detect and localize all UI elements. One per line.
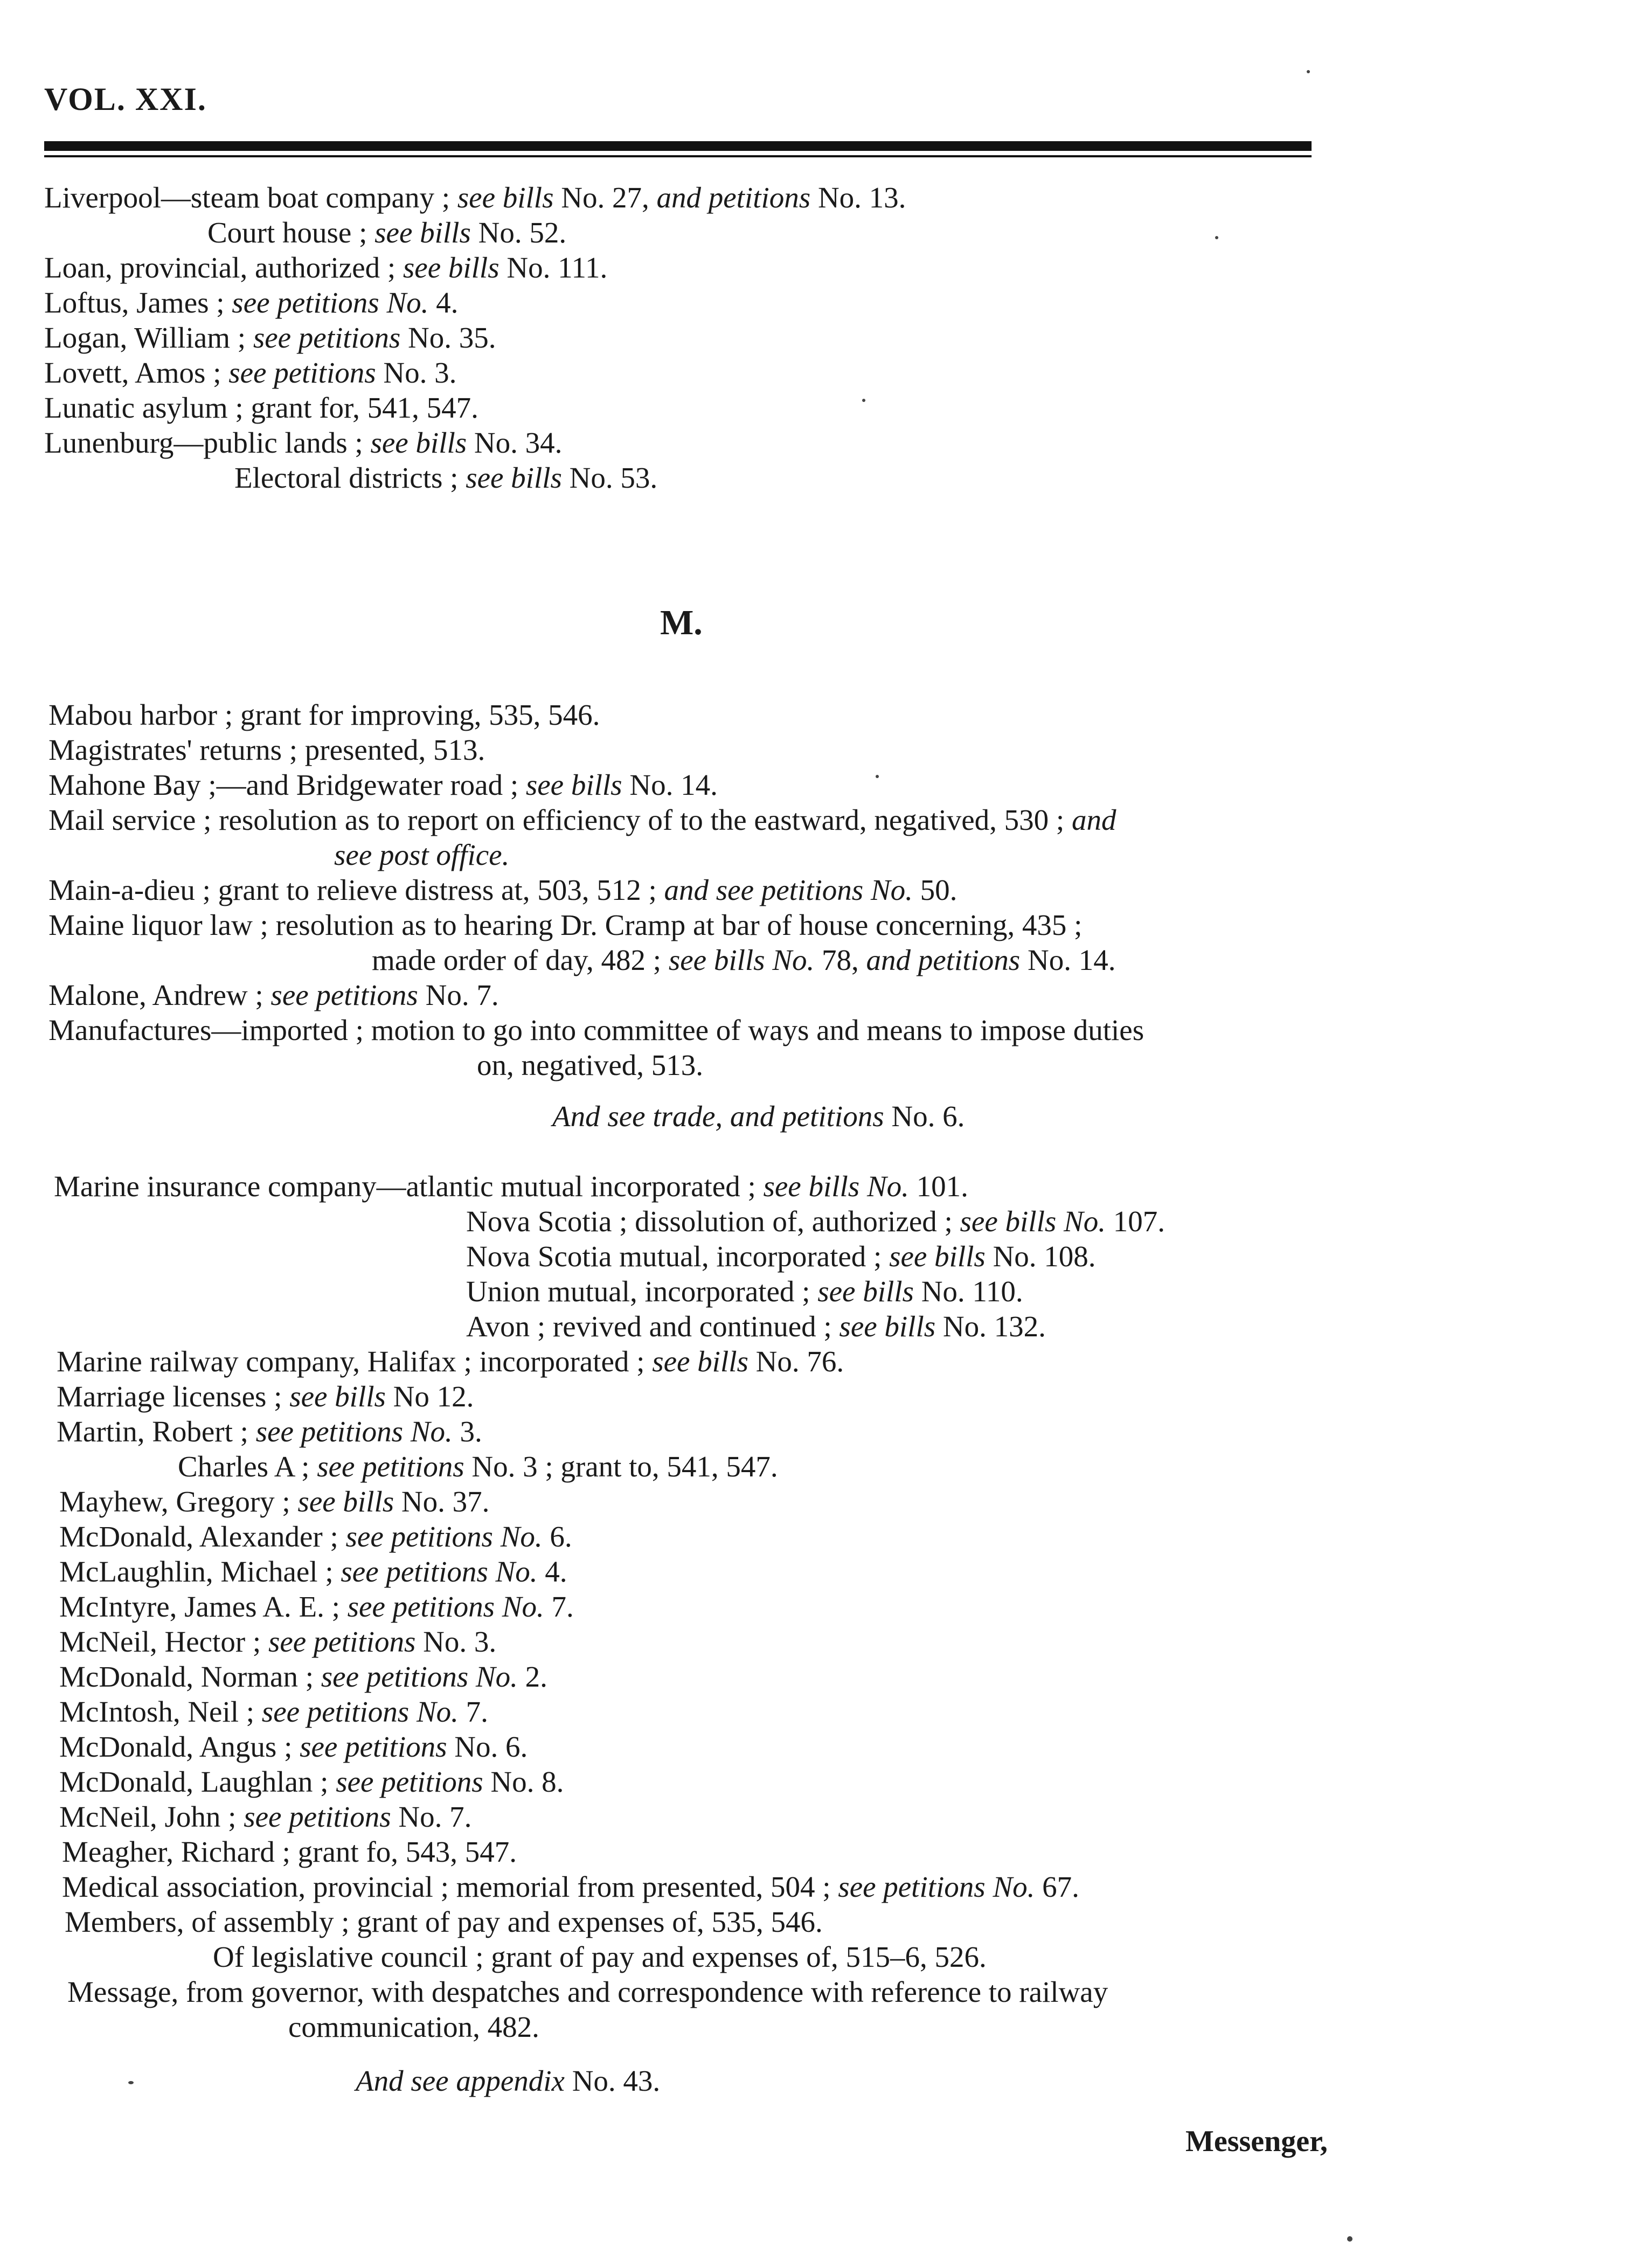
header-rule-thick [44, 141, 1312, 151]
entry-text: No. 132. [935, 1310, 1046, 1343]
index-entry-magistrates-returns [48, 733, 485, 767]
entry-text: No. 34. [467, 426, 563, 459]
entry-text: Nova Scotia mutual, incorporated ; [466, 1240, 890, 1273]
entry-reference-italic: see bills [297, 1485, 394, 1518]
entry-text: 7. [544, 1590, 574, 1623]
entry-reference-italic: see petitions [244, 1800, 391, 1833]
index-entry-and-see-trade [552, 1099, 965, 1134]
index-entry-mabou-harbor [48, 698, 600, 732]
entry-text: No. 37. [394, 1485, 490, 1518]
entry-text: Marine railway company, Halifax ; incorporated ; [57, 1345, 653, 1378]
entry-text: McDonald, Alexander ; [59, 1520, 346, 1553]
index-entry-loan [44, 251, 607, 285]
entry-text: No. 13. [810, 181, 906, 214]
entry-text: Lunatic asylum ; grant for, 541, 547. [44, 391, 478, 424]
index-entry-mail-service-cont [334, 838, 509, 872]
entry-text: No. 110. [913, 1275, 1023, 1308]
entry-text: No. 43. [564, 2064, 661, 2097]
entry-text: Medical association, provincial ; memorial from presented, 504 ; [62, 1870, 838, 1903]
entry-reference-italic: see bills [289, 1380, 386, 1413]
entry-text: No. 111. [499, 251, 608, 284]
entry-text: 2. [517, 1660, 547, 1693]
entry-reference-italic: see petitions [300, 1730, 447, 1763]
entry-reference-italic: And see appendix [356, 2064, 565, 2097]
entry-text: McNeil, John ; [59, 1800, 244, 1833]
entry-reference-italic: see bills [374, 216, 471, 249]
entry-text: Marriage licenses ; [57, 1380, 290, 1413]
entry-reference-italic: And see trade, and petitions [552, 1100, 884, 1133]
entry-reference-italic: see bills [525, 768, 622, 801]
entry-text: Meagher, Richard ; grant fo, 543, 547. [62, 1835, 517, 1868]
print-speck [1307, 70, 1310, 73]
entry-text: No. 6. [884, 1100, 965, 1133]
index-entry-lunatic-asylum [44, 391, 478, 425]
entry-text: No. 7. [391, 1800, 472, 1833]
entry-text: Lunenburg—public lands ; [44, 426, 371, 459]
entry-reference-italic: see petitions No. [321, 1660, 518, 1693]
entry-text: No. 52. [470, 216, 567, 249]
index-entry-mcdonald-angus [59, 1730, 528, 1764]
entry-text: Main-a-dieu ; grant to relieve distress at, 503, 512 ; [48, 873, 664, 906]
index-entry-marine-insurance [54, 1169, 968, 1204]
index-entry-malone [48, 978, 499, 1012]
entry-reference-italic: see post office. [334, 838, 510, 871]
entry-reference-italic: and petitions [656, 181, 811, 214]
header-rule-thin [44, 155, 1312, 157]
index-subentry-union-mutual [466, 1274, 1023, 1309]
entry-text: Avon ; revived and continued ; [466, 1310, 840, 1343]
index-entry-maine-liquor-law-cont [372, 943, 1115, 977]
index-entry-mayhew [59, 1485, 489, 1519]
entry-text: McDonald, Angus ; [59, 1730, 300, 1763]
entry-text: Logan, William ; [44, 321, 253, 354]
entry-text: McDonald, Laughlan ; [59, 1765, 336, 1798]
entry-text: Liverpool—steam boat company ; [44, 181, 457, 214]
index-entry-members-assembly [65, 1905, 823, 1939]
entry-text: 107. [1105, 1205, 1165, 1238]
entry-text: 4. [537, 1555, 567, 1588]
index-entry-mcdonald-norman [59, 1660, 547, 1694]
entry-text: No. 14. [1020, 944, 1116, 976]
index-entry-main-a-dieu [48, 873, 957, 907]
index-entry-mahone-bay [48, 768, 718, 802]
index-entry-mcdonald-laughlan [59, 1765, 564, 1799]
entry-reference-italic: see bills [652, 1345, 748, 1378]
entry-text: Loftus, James ; [44, 286, 232, 319]
entry-text: 7. [458, 1695, 488, 1728]
entry-text: Loan, provincial, authorized ; [44, 251, 403, 284]
index-entry-logan [44, 321, 496, 355]
entry-text: McIntosh, Neil ; [59, 1695, 262, 1728]
index-subentry-electoral-districts [234, 461, 657, 495]
entry-text: Manufactures—imported ; motion to go into committee of ways and means to impose duties [48, 1014, 1144, 1046]
index-entry-loftus [44, 286, 458, 320]
index-entry-mclaughlin [59, 1555, 567, 1589]
entry-text: No. 3 ; grant to, 541, 547. [464, 1450, 778, 1483]
entry-text: No. 14. [622, 768, 718, 801]
entry-text: Electoral districts ; [234, 461, 466, 494]
entry-text: No. 76. [748, 1345, 844, 1378]
entry-text: 4. [428, 286, 459, 319]
index-entry-lunenburg [44, 426, 562, 460]
index-entry-medical-association [62, 1870, 1079, 1904]
entry-text: McIntyre, James A. E. ; [59, 1590, 348, 1623]
entry-text: No. 7. [418, 979, 499, 1011]
index-entry-manufactures [48, 1013, 1144, 1048]
entry-reference-italic: see petitions [317, 1450, 464, 1483]
entry-reference-italic: see bills [839, 1310, 936, 1343]
index-entry-message-governor [67, 1975, 1108, 2009]
entry-text: Charles A ; [178, 1450, 317, 1483]
entry-text: McDonald, Norman ; [59, 1660, 321, 1693]
entry-text: Members, of assembly ; grant of pay and expenses of, 535, 546. [65, 1905, 823, 1938]
entry-reference-italic: see bills [466, 461, 562, 494]
entry-text: 78, [814, 944, 866, 976]
index-entry-marine-railway [57, 1344, 844, 1379]
print-speck [128, 2081, 134, 2084]
index-entry-meagher [62, 1835, 517, 1869]
index-entry-liverpool [44, 181, 906, 215]
entry-reference-italic: see petitions [336, 1765, 483, 1798]
entry-text: No. 35. [400, 321, 496, 354]
index-entry-mcintyre [59, 1590, 574, 1624]
section-letter: M. [660, 603, 703, 642]
entry-text: Of legislative council ; grant of pay and expenses of, 515–6, 526. [213, 1940, 987, 1973]
entry-text: on, negatived, 513. [477, 1049, 704, 1081]
index-entry-manufactures-cont [477, 1048, 703, 1083]
index-entry-marriage-licenses [57, 1379, 474, 1414]
entry-reference-italic: see petitions No. [261, 1695, 459, 1728]
catchword: Messenger, [1185, 2125, 1328, 2158]
entry-text: No. 53. [561, 461, 658, 494]
entry-text: No. 3. [376, 356, 457, 389]
entry-text: Mayhew, Gregory ; [59, 1485, 298, 1518]
entry-reference-italic: and [1071, 803, 1116, 836]
entry-text: Message, from governor, with despatches and correspondence with reference to railway [67, 1975, 1108, 2008]
entry-reference-italic: and petitions [866, 944, 1021, 976]
entry-reference-italic: see petitions No. [232, 286, 429, 319]
entry-reference-italic: see petitions [270, 979, 418, 1011]
index-entry-mail-service [48, 803, 1116, 837]
entry-text: Court house ; [207, 216, 375, 249]
entry-reference-italic: see bills [817, 1275, 914, 1308]
index-subentry-nova-scotia [466, 1204, 1165, 1239]
entry-reference-italic: see petitions No. [345, 1520, 543, 1553]
index-entry-martin-robert [57, 1414, 482, 1449]
entry-text: Malone, Andrew ; [48, 979, 271, 1011]
entry-text: Mail service ; resolution as to report on efficiency of to the eastward, negatived, 530 ; [48, 803, 1072, 836]
index-entry-and-see-appendix [356, 2064, 660, 2098]
index-entry-lovett [44, 356, 456, 390]
entry-text: Martin, Robert ; [57, 1415, 256, 1448]
entry-text: No. 27, [553, 181, 657, 214]
entry-text: 101. [908, 1170, 968, 1203]
index-subentry-avon [466, 1309, 1046, 1344]
index-entry-message-governor-cont [288, 2010, 539, 2044]
print-speck [862, 399, 865, 402]
entry-text: made order of day, 482 ; [372, 944, 669, 976]
entry-text: No. 8. [483, 1765, 564, 1798]
entry-text: No. 3. [415, 1625, 497, 1658]
index-entry-mcneil-john [59, 1800, 471, 1834]
entry-reference-italic: see bills [370, 426, 467, 459]
index-subentry-court-house [207, 216, 566, 250]
entry-reference-italic: and see petitions No. [664, 873, 913, 906]
entry-text: Union mutual, incorporated ; [466, 1275, 818, 1308]
index-subentry-charles-a [178, 1449, 778, 1484]
entry-text: Lovett, Amos ; [44, 356, 229, 389]
entry-text: 3. [452, 1415, 482, 1448]
entry-reference-italic: see petitions [253, 321, 401, 354]
print-speck [1215, 236, 1218, 239]
entry-text: Marine insurance company—atlantic mutual incorporated ; [54, 1170, 764, 1203]
entry-reference-italic: see bills No. [763, 1170, 909, 1203]
print-speck [876, 775, 879, 778]
entry-reference-italic: see petitions No. [347, 1590, 544, 1623]
entry-reference-italic: see petitions [228, 356, 376, 389]
index-entry-maine-liquor-law [48, 908, 1082, 942]
entry-text: No. 6. [447, 1730, 528, 1763]
entry-text: communication, 482. [288, 2010, 539, 2043]
entry-text: McLaughlin, Michael ; [59, 1555, 341, 1588]
entry-text: 50. [912, 873, 958, 906]
entry-text: Mahone Bay ;—and Bridgewater road ; [48, 768, 526, 801]
entry-text: Mabou harbor ; grant for improving, 535, 546. [48, 698, 600, 731]
index-entry-mcneil-hector [59, 1625, 496, 1659]
index-subentry-nova-scotia-mutual [466, 1239, 1096, 1274]
entry-reference-italic: see bills No. [668, 944, 815, 976]
entry-reference-italic: see bills No. [960, 1205, 1106, 1238]
entry-text: Nova Scotia ; dissolution of, authorized ; [466, 1205, 960, 1238]
entry-reference-italic: see bills [889, 1240, 986, 1273]
entry-text: 67. [1035, 1870, 1079, 1903]
entry-text: No. 108. [985, 1240, 1096, 1273]
entry-reference-italic: see petitions No. [255, 1415, 453, 1448]
index-entry-mcdonald-alexander [59, 1520, 572, 1554]
volume-header: VOL. XXI. [44, 81, 207, 117]
entry-reference-italic: see bills [403, 251, 500, 284]
entry-text: McNeil, Hector ; [59, 1625, 268, 1658]
entry-reference-italic: see petitions No. [341, 1555, 538, 1588]
entry-text: Magistrates' returns ; presented, 513. [48, 733, 485, 766]
entry-text: Maine liquor law ; resolution as to hearing Dr. Cramp at bar of house concerning, 435 ; [48, 908, 1083, 941]
entry-reference-italic: see bills [457, 181, 554, 214]
entry-text: 6. [542, 1520, 572, 1553]
print-speck [1347, 2236, 1352, 2242]
entry-reference-italic: see petitions No. [838, 1870, 1035, 1903]
entry-reference-italic: see petitions [268, 1625, 416, 1658]
index-entry-mcintosh [59, 1695, 488, 1729]
entry-text: No 12. [385, 1380, 474, 1413]
index-subentry-legislative-council [213, 1940, 987, 1974]
